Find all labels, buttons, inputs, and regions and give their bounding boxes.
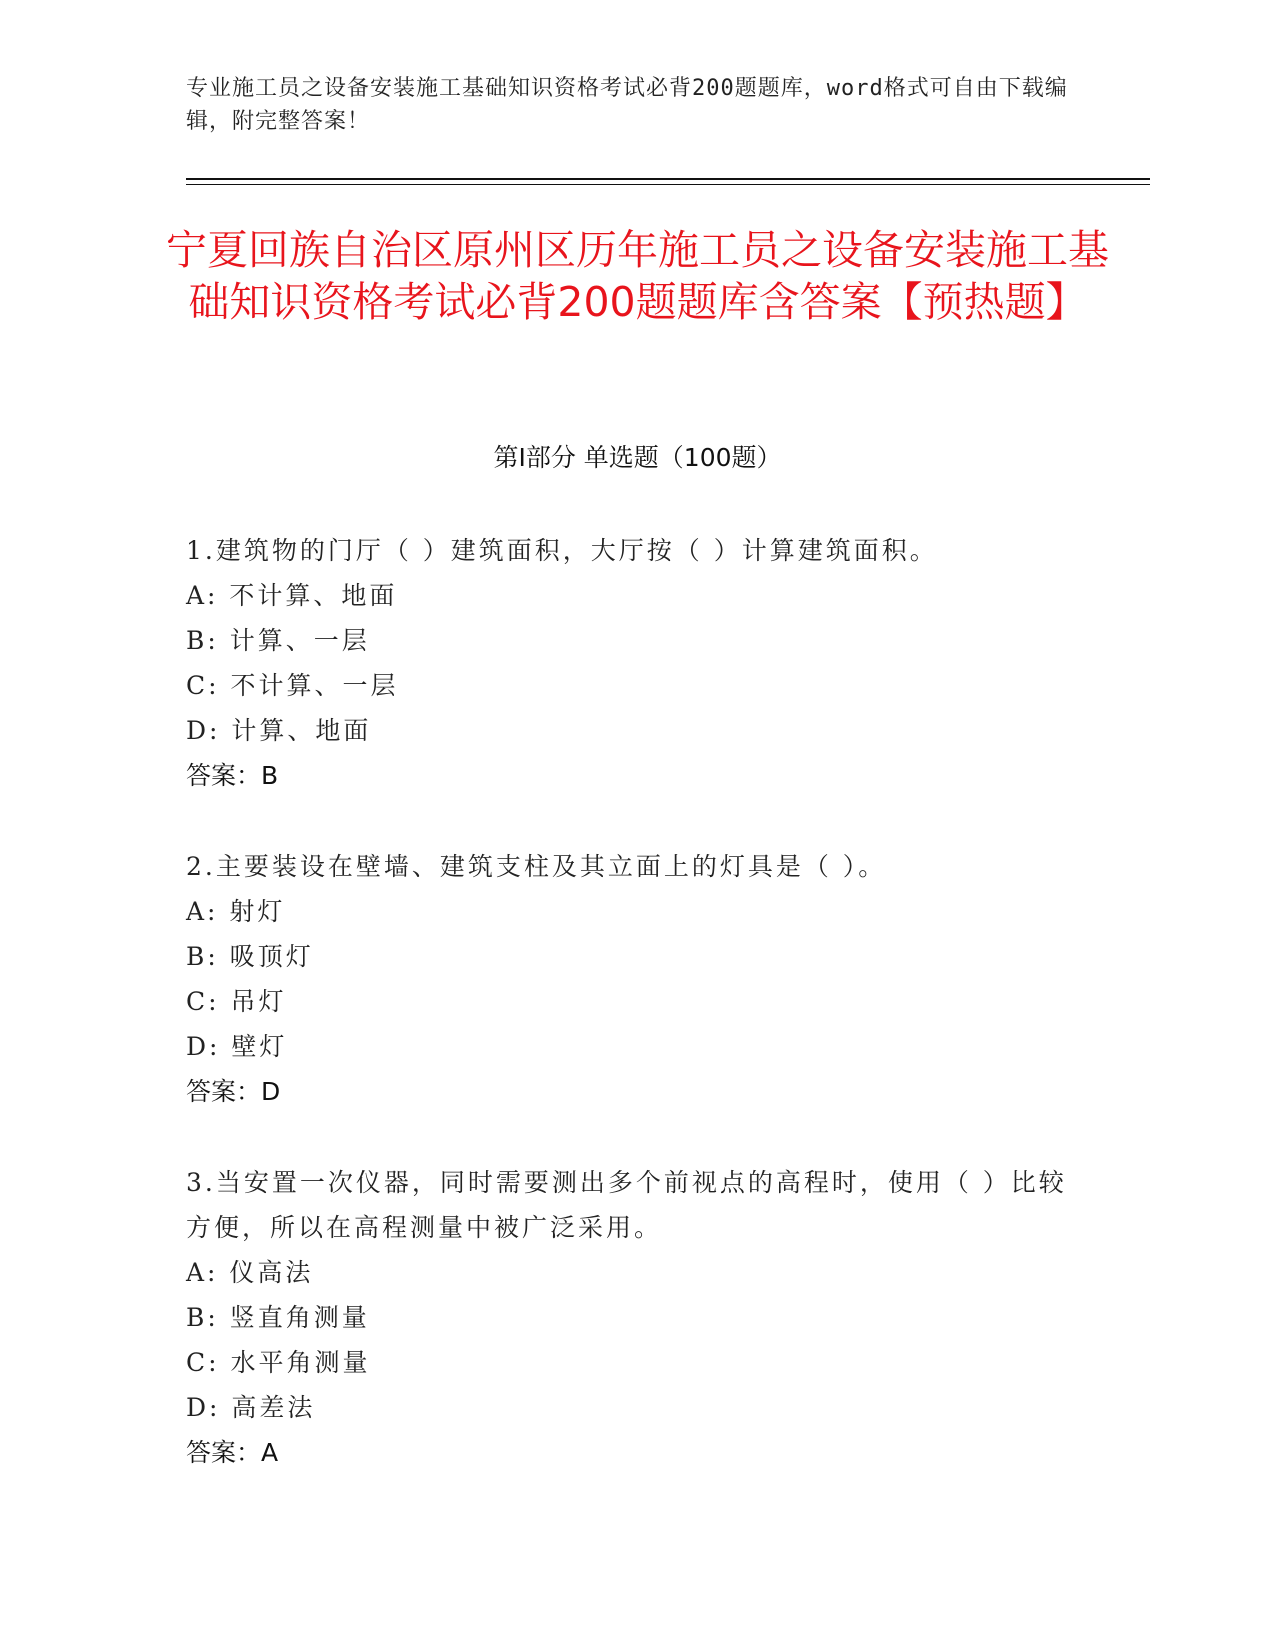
question-stem: 1.建筑物的门厅（ ）建筑面积，大厅按（ ）计算建筑面积。 (186, 536, 938, 565)
question-stem: 2.主要装设在壁墙、建筑支柱及其立面上的灯具是（ ）。 (186, 852, 887, 881)
header-note: 专业施工员之设备安装施工基础知识资格考试必背200题题库，word格式可自由下载编辑，附完整答案！ (186, 76, 1068, 134)
question-list (186, 528, 1086, 1521)
option-c: C: 水平角测量 (186, 1348, 371, 1377)
option-b: B: 吸顶灯 (186, 942, 314, 971)
option-a: A: 仪高法 (186, 1258, 314, 1287)
header-divider-thick (186, 178, 1150, 180)
question-2 (186, 844, 1086, 1114)
option-c: C: 吊灯 (186, 987, 287, 1016)
question-3 (186, 1160, 1086, 1475)
option-a: A: 射灯 (186, 897, 286, 926)
option-d: D: 壁灯 (186, 1032, 288, 1061)
document-title: 宁夏回族自治区原州区历年施工员之设备安装施工基础知识资格考试必背200题题库含答案【预热题】 (166, 226, 1109, 326)
option-b: B: 竖直角测量 (186, 1303, 370, 1332)
option-c: C: 不计算、一层 (186, 671, 399, 700)
question-stem: 3.当安置一次仪器，同时需要测出多个前视点的高程时，使用（ ）比较方便，所以在高程测量中被广泛采用。 (186, 1168, 1067, 1242)
option-d: D: 计算、地面 (186, 716, 372, 745)
option-b: B: 计算、一层 (186, 626, 370, 655)
answer: 答案：A (186, 1438, 279, 1467)
question-1 (186, 528, 1086, 798)
section-title: 第Ⅰ部分 单选题（100题） (493, 443, 782, 472)
answer: 答案：B (186, 761, 279, 790)
option-d: D: 高差法 (186, 1393, 316, 1422)
header-divider-thin (186, 184, 1150, 185)
option-a: A: 不计算、地面 (186, 581, 398, 610)
answer: 答案：D (186, 1077, 281, 1106)
